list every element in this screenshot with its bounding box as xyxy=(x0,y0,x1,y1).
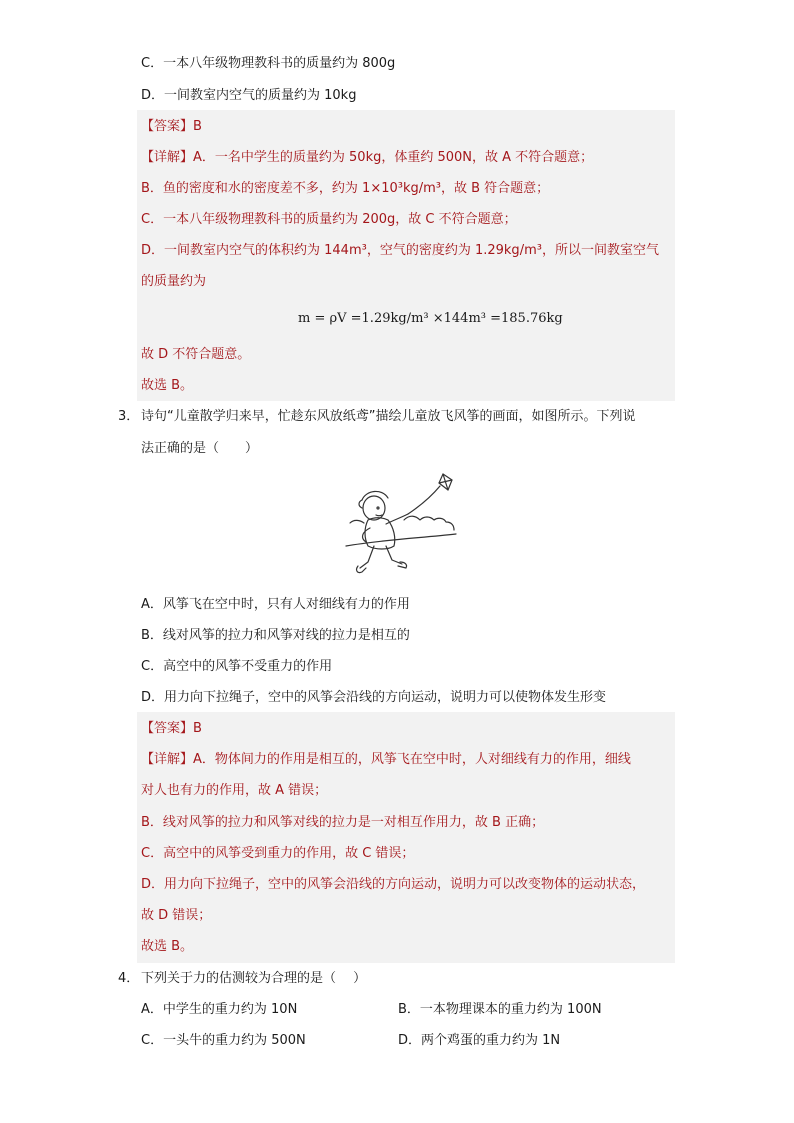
q3-detail-d2: 故 D 错误； xyxy=(141,908,212,923)
q2-detail-a: 【详解】A．一名中学生的质量约为 50kg，体重约 500N，故 A 不符合题意； xyxy=(141,150,594,165)
q3-stem-line2: 法正确的是（ ） xyxy=(141,441,259,456)
q3-detail-c: C．高空中的风筝受到重力的作用，故 C 错误； xyxy=(141,846,415,861)
q2-detail-d2: 的质量约为 xyxy=(141,274,207,289)
q3-option-b: B．线对风筝的拉力和风筝对线的拉力是相互的 xyxy=(141,628,410,643)
q2-formula: m = ρV =1.29kg/m³ ×144m³ =185.76kg xyxy=(298,311,563,326)
q3-option-d: D．用力向下拉绳子，空中的风筝会沿线的方向运动，说明力可以使物体发生形变 xyxy=(141,690,607,705)
q3-detail-a2: 对人也有力的作用，故 A 错误； xyxy=(141,783,328,798)
q3-option-a: A．风筝飞在空中时，只有人对细线有力的作用 xyxy=(141,597,410,612)
q3-answer: 【答案】B xyxy=(141,721,202,736)
q2-conclusion: 故选 B。 xyxy=(141,378,194,393)
q4-number: 4． xyxy=(118,971,140,986)
q4-option-c: C．一头牛的重力约为 500N xyxy=(141,1033,306,1048)
q4-option-d: D．两个鸡蛋的重力约为 1N xyxy=(398,1033,561,1048)
q3-conclusion: 故选 B。 xyxy=(141,939,194,954)
q2-detail-b: B．鱼的密度和水的密度差不多，约为 1×10³kg/m³，故 B 符合题意； xyxy=(141,181,550,196)
q3-option-c: C．高空中的风筝不受重力的作用 xyxy=(141,659,333,674)
q2-detail-d3: 故 D 不符合题意。 xyxy=(141,347,251,362)
q2-answer: 【答案】B xyxy=(141,119,202,134)
q4-stem: 下列关于力的估测较为合理的是（ ） xyxy=(141,971,367,986)
q2-detail-d1: D．一间教室内空气的体积约为 144m³，空气的密度约为 1.29kg/m³，所以一间教室空气 xyxy=(141,243,659,258)
q3-stem-line1: 诗句“儿童散学归来早，忙趁东风放纸鸢”描绘儿童放飞风筝的画面，如图所示。下列说 xyxy=(141,409,636,424)
q2-option-c: C．一本八年级物理教科书的质量约为 800g xyxy=(141,56,396,71)
q3-detail-b: B．线对风筝的拉力和风筝对线的拉力是一对相互作用力，故 B 正确； xyxy=(141,815,545,830)
q2-option-d: D．一间教室内空气的质量约为 10kg xyxy=(141,88,357,103)
q3-answer-box xyxy=(137,712,675,963)
q3-detail-d1: D．用力向下拉绳子，空中的风筝会沿线的方向运动，说明力可以改变物体的运动状态， xyxy=(141,877,646,892)
q3-number: 3． xyxy=(118,409,140,424)
q3-detail-a1: 【详解】A．物体间力的作用是相互的，风筝飞在空中时，人对细线有力的作用，细线 xyxy=(141,752,631,767)
q4-option-a: A．中学生的重力约为 10N xyxy=(141,1002,298,1017)
kite-child-illustration xyxy=(340,468,460,583)
q4-option-b: B．一本物理课本的重力约为 100N xyxy=(398,1002,602,1017)
q2-detail-c: C．一本八年级物理教科书的质量约为 200g，故 C 不符合题意； xyxy=(141,212,517,227)
